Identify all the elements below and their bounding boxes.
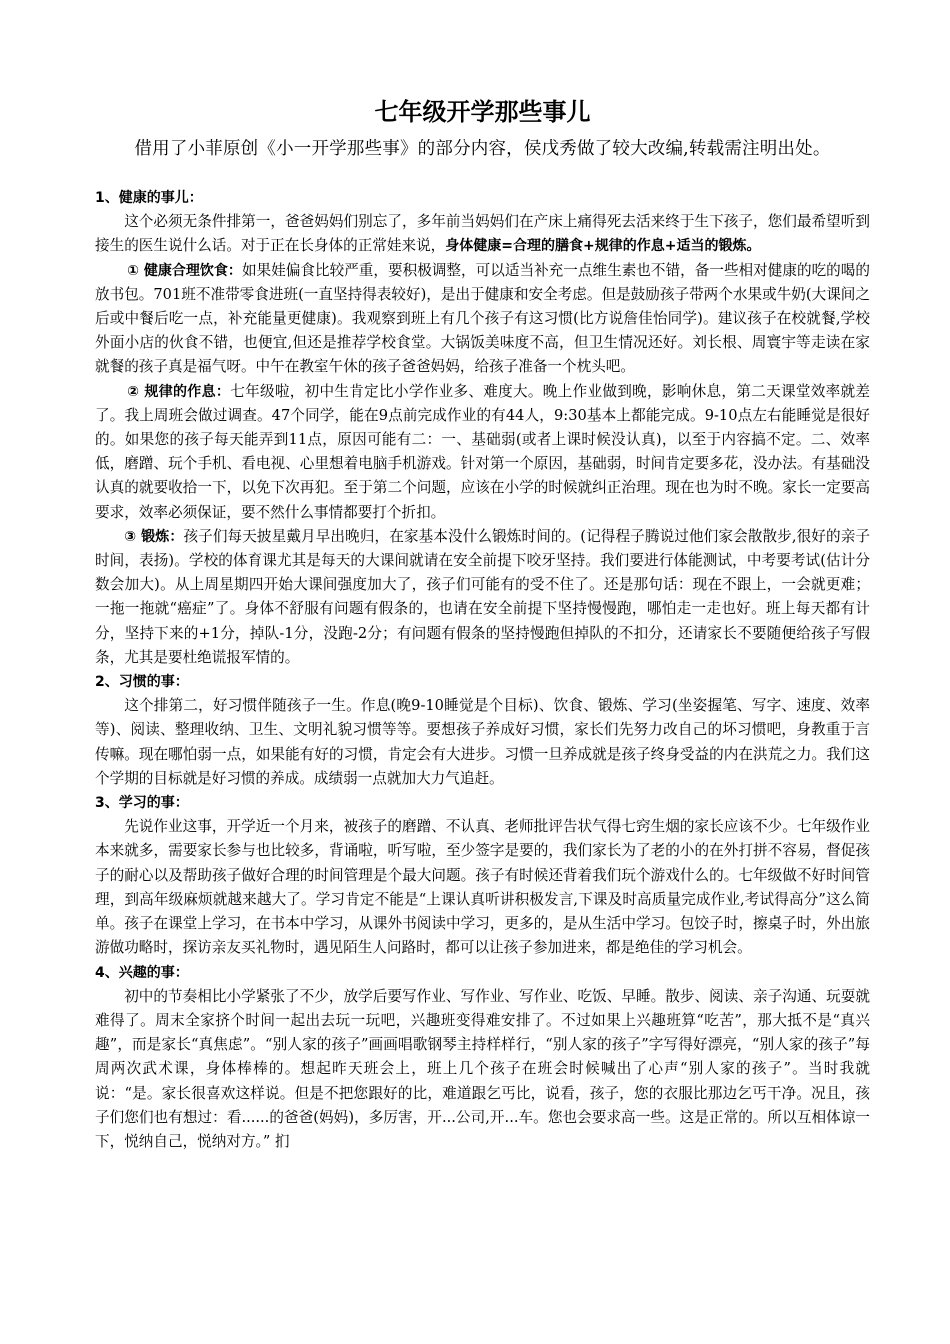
health-item-exercise-text: 孩子们每天披星戴月早出晚归，在家基本没什么锻炼时间的。(记得程子腾说过他们家会散散步,很好的亲子时间，表扬)。学校的体育课尤其是每天的大课间就请在安全前提下咬牙坚持。我们要进行体能测试，中考要考试(估计分数会加大)。从上周星期四开始大课间强度加大了，孩子们可能有的受不住了。还是那句话：现在不跟上，一会就更难；一拖一拖就“癌症”了。身体不舒服有问题有假条的，也请在安全前提下坚持慢慢跑，哪怕走一走也好。班上每天都有计分，坚持下来的+1分，掉队-1分，没跑-2分；有问题有假条的坚持慢跑但掉队的不扣分，还请家长不要随便给孩子写假条，尤其是要杜绝谎报军情的。 [95, 527, 870, 666]
section-paragraph-interests: 初中的节奏相比小学紧张了不少，放学后要写作业、写作业、写作业、吃饭、早睡。散步、阅读、亲子沟通、玩耍就难得了。周末全家挤个时间一起出去玩一玩吧，兴趣班变得难安排了。不过如果上兴趣班算“吃苦”，那大抵不是“真兴趣”，而是家长“真焦虑”。“别人家的孩子”画画唱歌钢琴主持样样行，“别人家的孩子”字写得好漂亮，“别人家的孩子”每周两次武术课，身体棒棒的。想起昨天班会上，班上几个孩子在班会时候喊出了心声“别人家的孩子”。当时我就说：“是。家长很喜欢这样说。但是不把您跟好的比，难道跟乞丐比，说看，孩子，您的衣服比那边乞丐干净。况且，孩子们您们也有想过：看......的爸爸(妈妈)，多厉害，开...公司,开...车。您也会要求高一些。这是正常的。所以互相体谅一下，悦纳自己，悦纳对方。” 扪 [95, 987, 870, 1150]
section-paragraph-habits: 这个排第二，好习惯伴随孩子一生。作息(晚9-10睡觉是个目标)、饮食、锻炼、学习(坐姿握笔、写字、速度、效率等)、阅读、整理收纳、卫生、文明礼貌习惯等等。要想孩子养成好习惯，家长们先努力改自己的坏习惯吧，身教重于言传嘛。现在哪怕弱一点，如果能有好的习惯，肯定会有大进步。习惯一旦养成就是孩子终身受益的内在洪荒之力。我们这个学期的目标就是好习惯的养成。成绩弱一点就加大力气追赶。 [95, 697, 870, 787]
health-item-routine [95, 380, 870, 525]
health-formula-text: 身体健康=合理的膳食+规律的作息+适当的锻炼。 [445, 238, 761, 255]
health-item-routine-text: 七年级啦，初中生肯定比小学作业多、难度大。晚上作业做到晚，影响休息，第二天课堂效率就差了。我上周班会做过调查。47个同学，能在9点前完成作业的有44人，9:30基本上都能完成。9-10点左右能睡觉是很好的。如果您的孩子每天能弄到11点，原因可能有二：一、基础弱(或者上课时候没认真)，以至于内容搞不定。二、效率低，磨蹭、玩个手机、看电视、心里想着电脑手机游戏。针对第一个原因，基础弱，时间肯定要多花，没办法。有基础没认真的就要收拾一下，以免下次再犯。至于第二个问题，应该在小学的时候就纠正治理。现在也为时不晚。家长一定要高要求，效率必须保证，要不然什么事情都要打个折扣。 [95, 382, 870, 521]
document-body [95, 186, 870, 1154]
health-item-diet-label: ① 健康合理饮食： [127, 262, 242, 279]
section-heading-health: 1、健康的事儿： [95, 190, 203, 206]
health-intro-text: 这个必须无条件排第一，爸爸妈妈们别忘了，多年前当妈妈们在产床上痛得死去活来终于生下孩子，您们最希望听到接生的医生说什么话。对于正在长身体的正常娃来说， [95, 213, 870, 255]
page-title: 七年级开学那些事儿 [374, 98, 591, 126]
health-item-diet [95, 259, 870, 380]
health-item-exercise [95, 525, 870, 670]
health-item-routine-label: ② 规律的作息： [127, 383, 231, 400]
section-heading-habits: 2、习惯的事： [95, 674, 189, 691]
page-subtitle: 借用了小菲原创《小一开学那些事》的部分内容，侯戊秀做了较大改编,转载需注明出处。 [134, 139, 831, 159]
health-item-exercise-label: ③ 锻炼： [124, 528, 184, 545]
section-paragraph-study: 先说作业这事，开学近一个月来，被孩子的磨蹭、不认真、老师批评告状气得七窍生烟的家长应该不少。七年级作业本来就多，需要家长参与也比较多，背诵啦，听写啦，至少签字是要的，我们家长为了老的小的在外打拼不容易，督促孩子的耐心以及帮助孩子做好合理的时间管理是个最大问题。孩子有时候还背着我们玩个游戏什么的。七年级做不好时间管理，到高年级麻烦就越来越大了。学习肯定不能是“上课认真听讲积极发言,下课及时高质量完成作业,考试得高分”这么简单。孩子在课堂上学习，在书本中学习，从课外书阅读中学习，更多的，是从生活中学习。包饺子时，擦桌子时，外出旅游做功略时，探访亲友买礼物时，遇见陌生人问路时，都可以让孩子参加进来，都是绝佳的学习机会。 [95, 818, 870, 957]
section-paragraph-health-intro [95, 210, 870, 258]
health-item-diet-text: 如果娃偏食比较严重，要积极调整，可以适当补充一点维生素也不错，备一些相对健康的吃的喝的放书包。701班不准带零食进班(一直坚持得表较好)，是出于健康和安全考虑。但是鼓励孩子带两个水果或牛奶(大课间之后或中餐后吃一点，补充能量更健康)。我观察到班上有几个孩子有这习惯(比方说詹佳怡同学)。建议孩子在校就餐,学校外面小店的伙食不错，也便宜,但还是推荐学校食堂。大锅饭美味度不高，但卫生情况还好。刘长根、周寰宇等走读在家就餐的孩子真是福气呀。中午在教室午休的孩子爸爸妈妈，给孩子准备一个枕头吧。 [95, 261, 870, 376]
section-heading-study: 3、学习的事： [95, 795, 189, 812]
section-heading-interests: 4、兴趣的事： [95, 964, 189, 981]
